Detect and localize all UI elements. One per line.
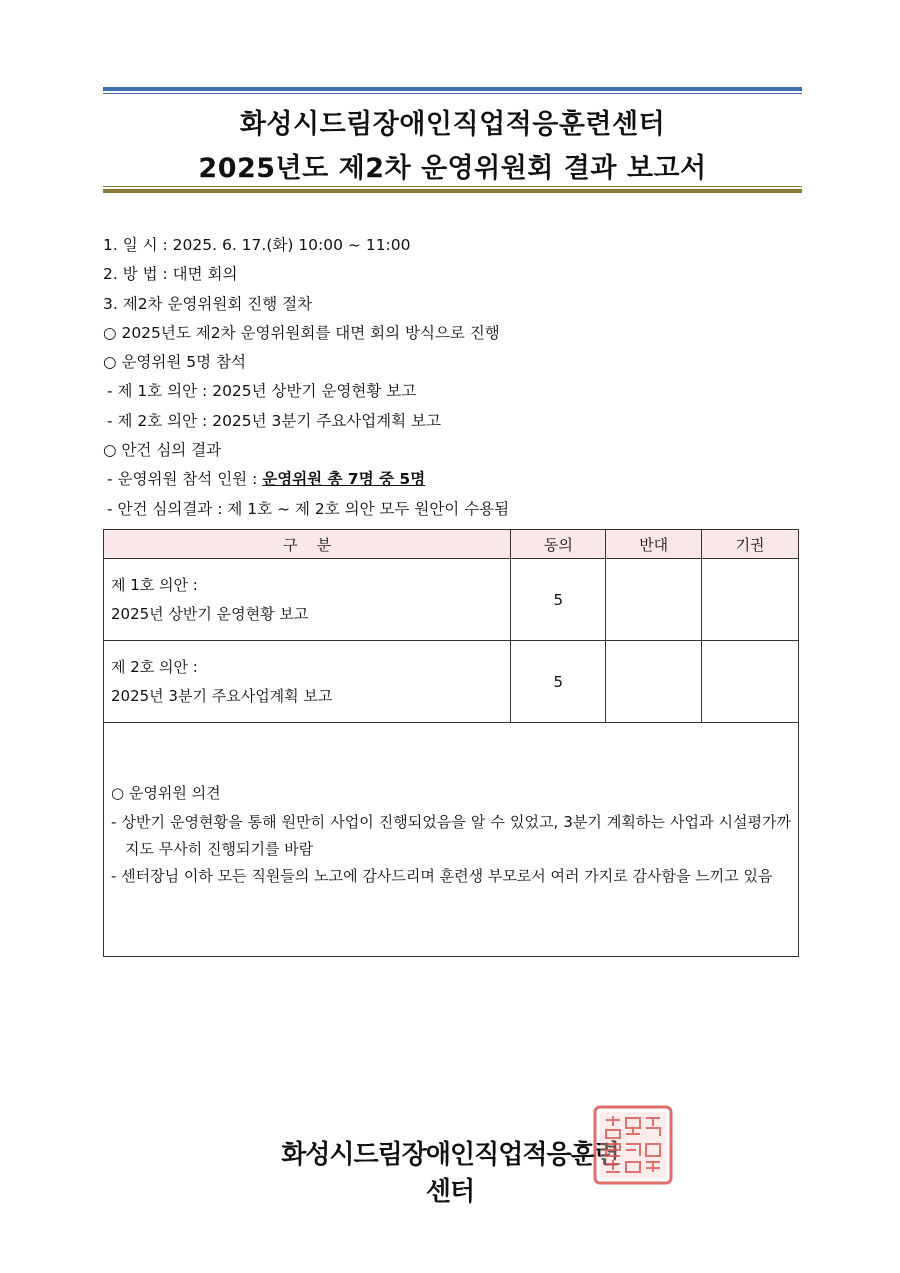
- official-seal-stamp: [592, 1104, 674, 1186]
- table-row: [104, 559, 799, 641]
- meeting-date-line: 1. 일 시 : 2025. 6. 17.(화) 10:00 ~ 11:00: [103, 236, 411, 254]
- abstain-count: [702, 641, 799, 723]
- procedure-heading: 3. 제2차 운영위원회 진행 절차: [103, 294, 313, 313]
- agree-count: 5: [511, 559, 606, 641]
- org-title: 화성시드림장애인직업적응훈련센터: [239, 109, 666, 140]
- header-agree: 동의: [511, 530, 606, 559]
- agenda-item-1: - 제 1호 의안 : 2025년 상반기 운영현황 보고: [107, 382, 417, 401]
- agenda-number: 제 1호 의안 :: [111, 575, 198, 594]
- agenda-cell: [104, 559, 511, 641]
- opinion-item: - 상반기 운영현황을 통해 원만히 사업이 진행되었음을 알 수 있었고, 3분기 계획하는 사업과 시설평가까지도 무사히 진행되기를 바람: [111, 812, 791, 858]
- header-top-rule: [103, 87, 802, 91]
- agenda-cell: [104, 641, 511, 723]
- header-category: 구 분: [104, 530, 511, 559]
- attendance-line: [103, 465, 803, 494]
- oppose-count: [606, 559, 702, 641]
- header-top-thin-rule: [103, 93, 802, 94]
- header-oppose: 반대: [606, 530, 702, 559]
- report-title: 2025년도 제2차 운영위원회 결과 보고서: [198, 153, 707, 184]
- header-bottom-thin-rule: [103, 186, 802, 187]
- meeting-method-line: 2. 방 법 : 대면 회의: [103, 265, 238, 284]
- header-abstain: 기권: [702, 530, 799, 559]
- agenda-title: 2025년 3분기 주요사업계획 보고: [111, 686, 333, 705]
- committee-opinion-cell: [104, 723, 799, 957]
- vote-result-table: [103, 529, 799, 957]
- review-result-line: - 안건 심의결과 : 제 1호 ~ 제 2호 의안 모두 원안이 수용됨: [107, 499, 510, 518]
- header-bottom-rule: [103, 189, 802, 193]
- attendance-label: - 운영위원 참석 인원 :: [107, 470, 263, 489]
- report-body: [103, 231, 803, 524]
- table-header-row: [104, 530, 799, 559]
- opinion-row: [104, 723, 799, 957]
- agenda-number: 제 2호 의안 :: [111, 657, 198, 676]
- table-row: [104, 641, 799, 723]
- review-result-heading: ○ 안건 심의 결과: [103, 441, 222, 460]
- agenda-title: 2025년 상반기 운영현황 보고: [111, 604, 309, 623]
- abstain-count: [702, 559, 799, 641]
- procedure-item: ○ 2025년도 제2차 운영위원회를 대면 회의 방식으로 진행: [103, 323, 500, 342]
- oppose-count: [606, 641, 702, 723]
- agree-count: 5: [511, 641, 606, 723]
- opinion-heading: ○ 운영위원 의견: [111, 783, 221, 802]
- footer-org-name: 화성시드림장애인직업적응훈련센터: [281, 1140, 619, 1207]
- agenda-item-2: - 제 2호 의안 : 2025년 3분기 주요사업계획 보고: [107, 411, 441, 430]
- opinion-item: - 센터장님 이하 모든 직원들의 노고에 감사드리며 훈련생 부모로서 여러 가지로 감사함을 느끼고 있음: [111, 866, 773, 885]
- attendance-value: 운영위원 총 7명 중 5명: [262, 470, 426, 489]
- procedure-item: ○ 운영위원 5명 참석: [103, 353, 246, 372]
